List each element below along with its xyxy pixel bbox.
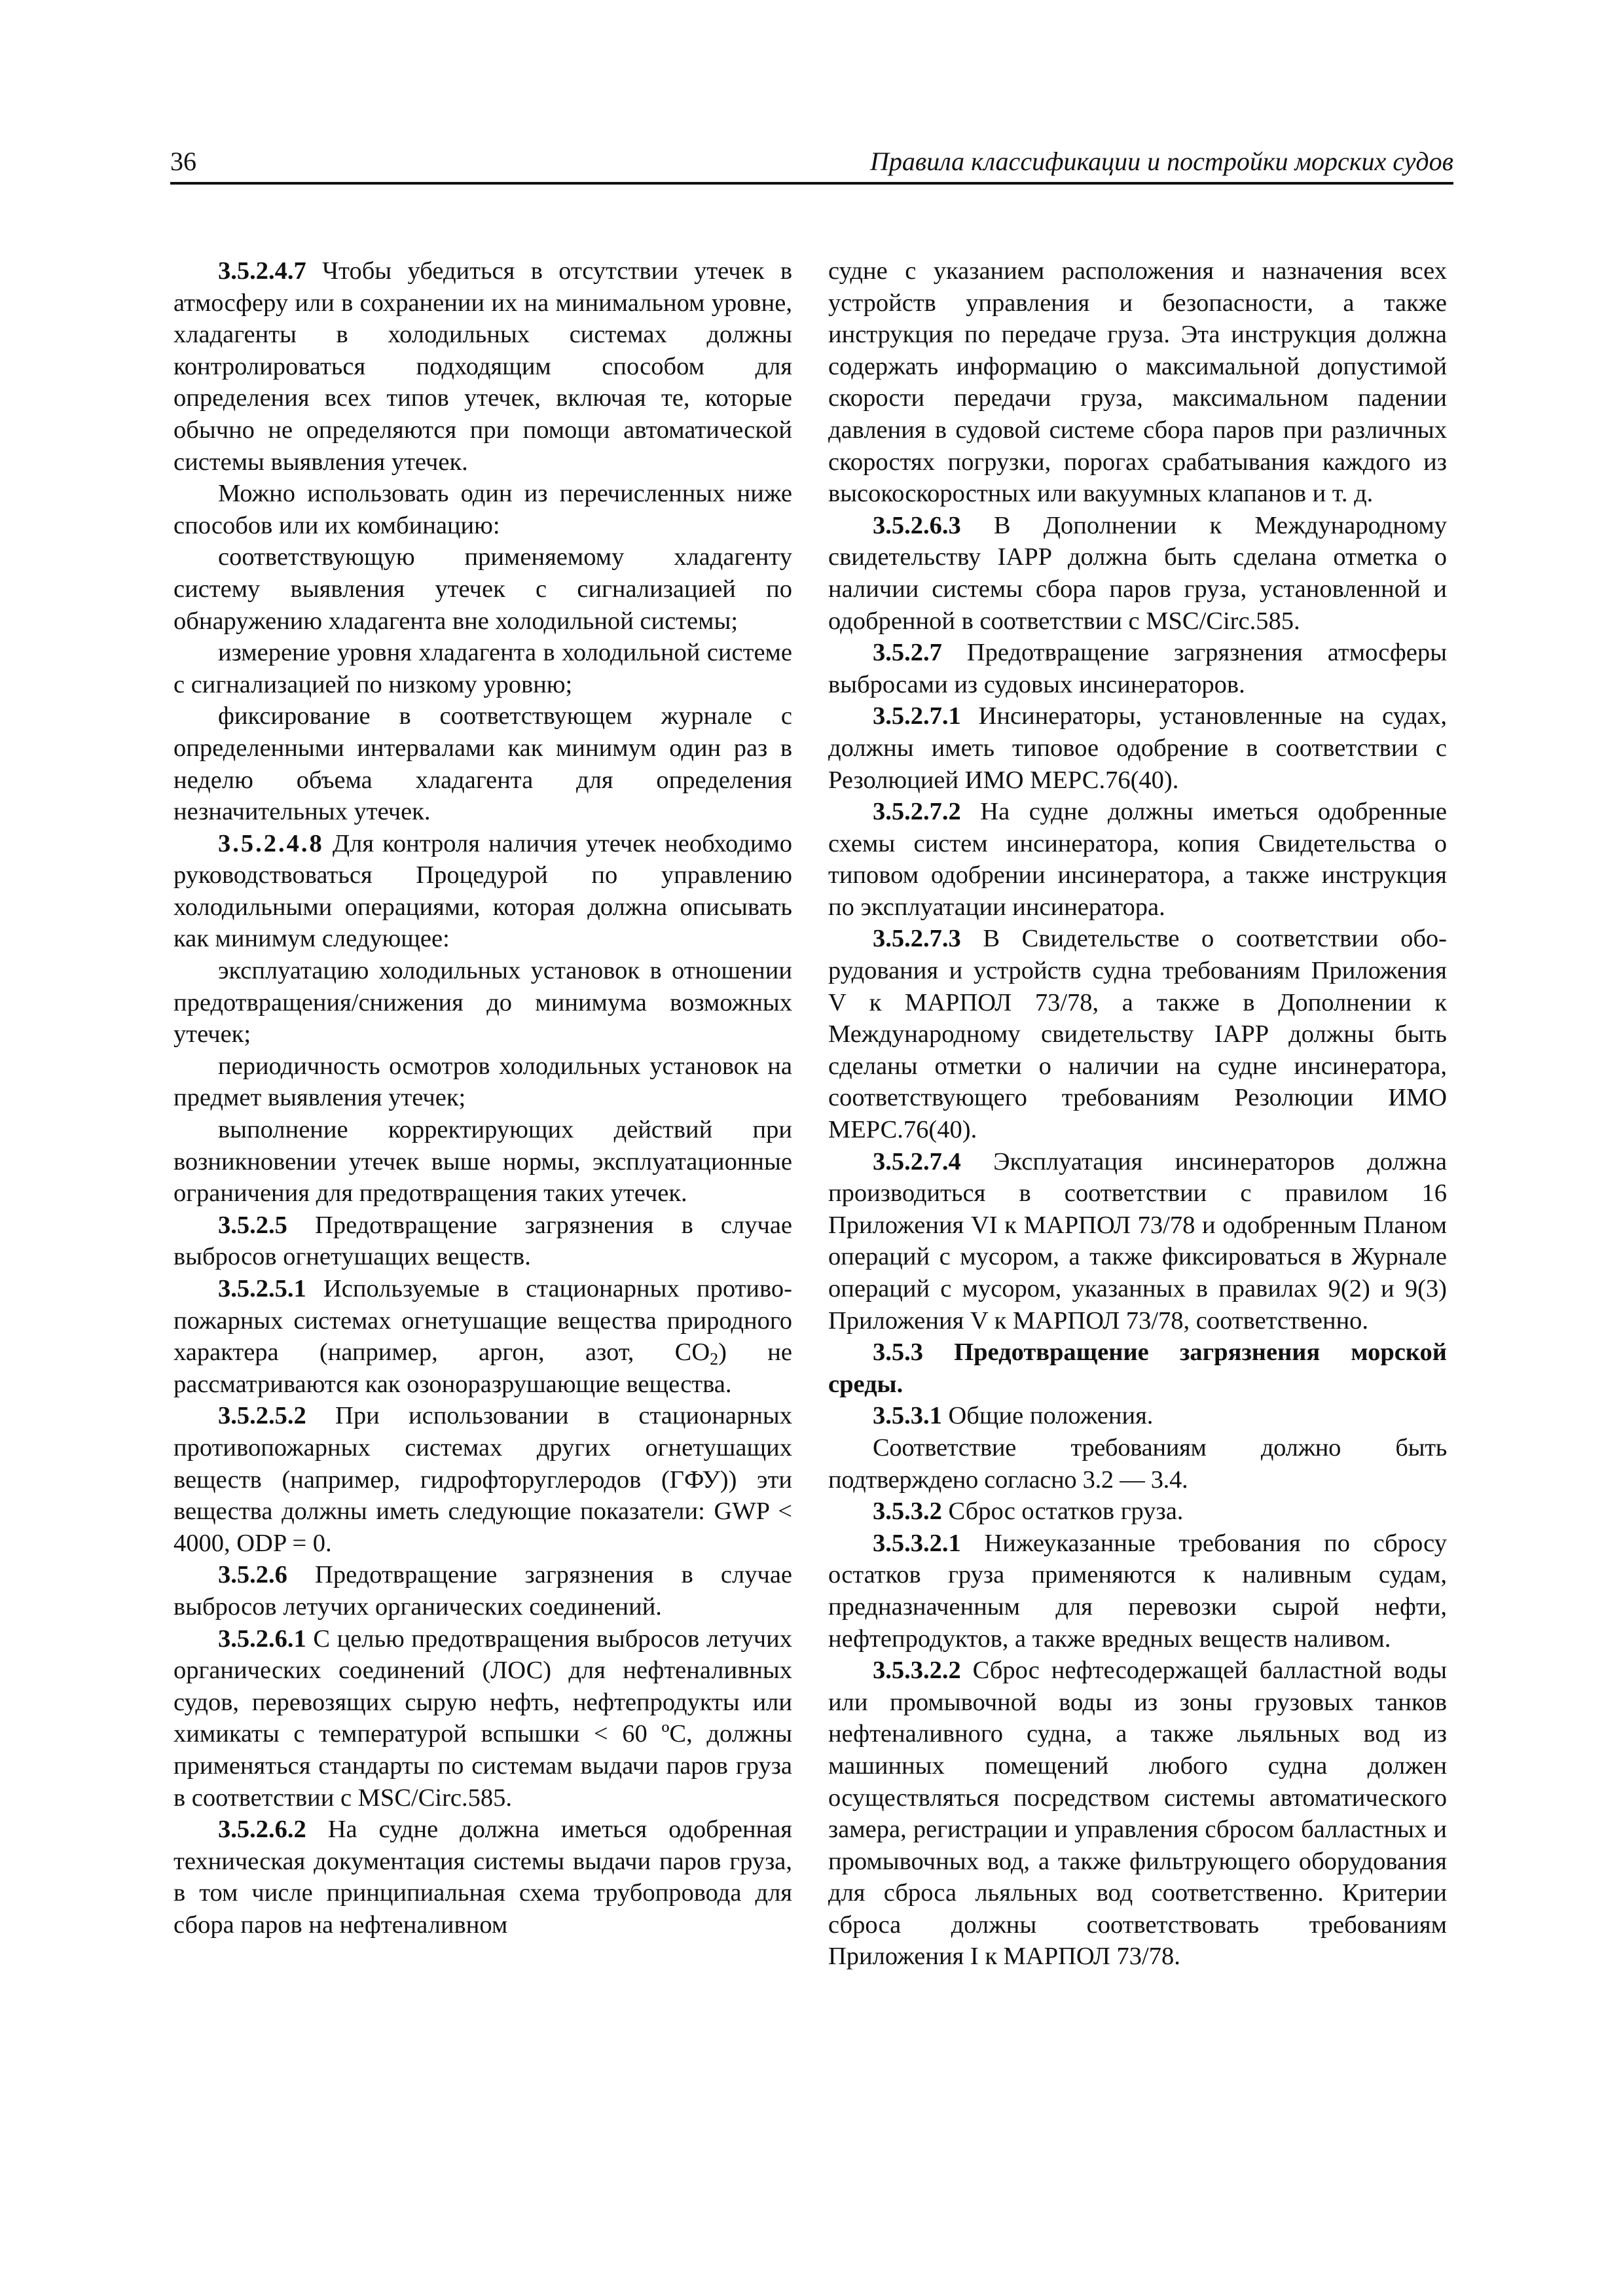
clause-number: 3.5.2.5	[218, 1211, 287, 1239]
paragraph-continuation: судне с указанием расположения и назначения всех устройств управления и безопасности, а также инструкция по передаче груза. Эта инструкция должна содержать информацию о максимальной допустимой скорости передачи груза, максимальном падении давления в судовой системе сбора паров при различных скоростях погрузки, порогах срабатывания каждого из высокоскоростных или вакуумных клапанов и т. д.	[828, 257, 1447, 508]
clause-number: 3.5.2.6	[218, 1561, 287, 1589]
paragraph-text: Инсинераторы, установленные на судах, должны иметь типовое одобрение в соответствии с Резолюцией ИМО МЕРС.76(40).	[828, 702, 1447, 794]
clause-number: 3.5.2.7.2	[873, 798, 961, 826]
clause-number: 3.5.2.7.4	[873, 1147, 961, 1175]
clause-number: 3.5.2.4.8	[218, 829, 324, 857]
paragraph-3-5-2-5	[173, 1210, 792, 1273]
paragraph-3-5-3-2-2	[828, 1655, 1447, 1973]
list-item-inspection-frequency: периодичность осмотров холодильных установок на предмет выявления утечек;	[173, 1052, 792, 1112]
list-item-journal-recording: фиксирование в соответствующем журнале с определенными интервалами как минимум один раз в неделю объема хладагента для определения незначительных утечек.	[173, 702, 792, 826]
paragraph-3-5-2-4-7	[173, 255, 792, 478]
clause-number: 3.5.2.7	[873, 639, 942, 667]
list-item-detection-system: соответствующую применяемому хладагенту систему выявления утечек с сигнализацией по обнаружению хладагента вне холодильной системы;	[173, 543, 792, 635]
paragraph-text: Общие положения.	[941, 1402, 1154, 1430]
clause-number: 3.5.2.5.2	[218, 1402, 306, 1430]
paragraph-text: Чтобы убедиться в отсутствии утечек в атмосферу или в сохранении их на минимальном уровне, хладагенты в холодильных системах должны контролироваться подходящим способом для определения всех типов утечек, включая те, которые обычно не определяются при помощи автоматической системы выявления утечек.	[173, 257, 792, 476]
page-header	[170, 143, 1453, 185]
list-item-corrective-actions: выполнение корректирующих действий при возникновении утечек выше нормы, эксплуатационные ограничения для предотвращения таких утечек.	[173, 1116, 792, 1208]
paragraph-text: С целью предотвращения выбросов летучих органических соединений (ЛОС) для нефтеналивных судов, перевозящих сырую нефть, нефтепродукты или химикаты с температурой вспышки < 60 ºС, должны применяться стандарты по системам выдачи паров груза в соответствии с MSC/Circ.585.	[173, 1624, 792, 1812]
paragraph-3-5-3-1	[828, 1400, 1447, 1432]
paragraph-3-5-2-6	[173, 1559, 792, 1623]
list-item-level-measurement: измерение уровня хладагента в холодильной системе с сигнализацией по низкому уровню;	[173, 639, 792, 698]
paragraph-text: Предотвращение загрязнения атмосферы выбросами из судовых инсинераторов.	[828, 639, 1447, 698]
right-column	[828, 255, 1447, 1973]
clause-number: 3.5.3.2	[873, 1498, 942, 1526]
paragraph-text: При использовании в стационарных противопожарных системах других огнетушащих веществ (например, гидрофторуглеродов (ГФУ)) эти вещества должны иметь следующие показатели: GWP < 4000, ODP = 0.	[173, 1402, 792, 1557]
paragraph-text: В Свидетельстве о соответствии оборудования и устройств судна требованиям Приложения V к МАРПОЛ 73/78, а также в Дополнении к Международному свидетельству IAPP должны быть сделаны отметки о наличии на судне инсинератора, соответствующего требованиям Резолюции ИМО МЕРС.76(40).	[828, 925, 1447, 1144]
section-heading-3-5-3: 3.5.3 Предотвращение загрязнения морской среды.	[828, 1338, 1447, 1398]
paragraph-3-5-2-7-4	[828, 1146, 1447, 1337]
paragraph-3-5-2-5-1	[173, 1273, 792, 1400]
paragraph-3-5-3-2-1	[828, 1528, 1447, 1655]
paragraph-3-5-2-6-3	[828, 510, 1447, 637]
paragraph-text: В Дополнении к Международному свидетельству IAPP должна быть сделана отметка о наличии системы сбора паров груза, установленной и одобренной в соответствии с MSC/Circ.585.	[828, 511, 1447, 635]
left-column	[173, 255, 792, 1941]
paragraph-3-5-2-4-8	[173, 828, 792, 955]
clause-number: 3.5.2.5.1	[218, 1275, 306, 1302]
paragraph-text: Предотвращение загрязнения в случае выбросов летучих органических соединений.	[173, 1561, 792, 1621]
paragraph-text: Сброс остатков груза.	[941, 1498, 1184, 1526]
paragraph-3-5-2-7-1	[828, 700, 1447, 796]
clause-number: 3.5.3.2.2	[873, 1657, 961, 1685]
paragraph-text: Используемые в стационарных противопожарных системах огнетушащие вещества природного характера (например, аргон, азот, CO	[173, 1275, 792, 1367]
paragraph-3-5-2-7	[828, 637, 1447, 700]
paragraph-text: Для контроля наличия утечек необходимо руководствоваться Процедурой по управлению холодильными операциями, которая должна описывать как минимум следующее:	[173, 829, 792, 953]
paragraph-text: На судне должны иметься одобренные схемы систем инсинератора, копия Свидетельства о типовом одобрении инсинератора, а также инструкция по эксплуатации инсинератора.	[828, 798, 1447, 921]
paragraph-compliance: Соответствие требованиям должно быть подтверждено согласно 3.2 — 3.4.	[828, 1433, 1447, 1494]
paragraph-text: На судне должна иметься одобренная техническая документация системы выдачи паров груза, в том числе принципиальная схема трубопровода для сбора паров на нефтеналивном	[173, 1816, 792, 1939]
paragraph-3-5-2-7-2	[828, 796, 1447, 923]
paragraph-3-5-2-7-3	[828, 923, 1447, 1145]
running-title: Правила классификации и постройки морских судов	[869, 147, 1453, 176]
clause-number: 3.5.2.6.3	[873, 511, 961, 539]
clause-number: 3.5.2.7.3	[873, 925, 961, 953]
paragraph-3-5-2-6-1	[173, 1623, 792, 1814]
paragraph-3-5-2-6-2	[173, 1814, 792, 1941]
paragraph-text: Предотвращение загрязнения в случае выбросов огнетушащих веществ.	[173, 1211, 792, 1271]
paragraph-text: ) не рассматриваются как озоноразрушающие вещества.	[173, 1338, 792, 1398]
paragraph-3-5-2-5-2	[173, 1400, 792, 1559]
list-item-operation: эксплуатацию холодильных установок в отношении предотвращения/снижения до минимума возможных утечек;	[173, 957, 792, 1049]
paragraph-text: Нижеуказанные требования по сбросу остатков груза применяются к наливным судам, предназначенным для перевозки сырой нефти, нефтепродуктов, а также вредных веществ наливом.	[828, 1529, 1447, 1653]
paragraph-methods-intro: Можно использовать один из перечисленных ниже способов или их комбинацию:	[173, 480, 792, 539]
clause-number: 3.5.2.6.2	[218, 1816, 306, 1844]
paragraph-3-5-3-2	[828, 1496, 1447, 1528]
page-number: 36	[170, 147, 196, 176]
clause-number: 3.5.2.6.1	[218, 1624, 306, 1653]
clause-number: 3.5.3.2.1	[873, 1529, 961, 1557]
clause-number: 3.5.2.4.7	[218, 257, 306, 285]
paragraph-text: Сброс нефтесодержащей балластной воды или промывочной воды из зоны грузовых танков нефтеналивного судна, а также льяльных вод из машинных помещений любого судна должен осуществляться посредством системы автоматического замера, регистрации и управления сбросом балластных и промывочных вод, а также фильтрующего оборудования для сброса льяльных вод соответственно. Критерии сброса должны соответствовать требованиям Приложения I к МАРПОЛ 73/78.	[828, 1657, 1447, 1971]
paragraph-text: Эксплуатация инсинераторов должна производиться в соответствии с правилом 16 Приложения VI к МАРПОЛ 73/78 и одобренным Планом операций с мусором, а также фиксироваться в Журнале операций с мусором, указанных в правилах 9(2) и 9(3) Приложения V к МАРПОЛ 73/78, соответственно.	[828, 1147, 1447, 1335]
clause-number: 3.5.2.7.1	[873, 702, 961, 730]
subscript-2: 2	[710, 1350, 719, 1369]
clause-number: 3.5.3.1	[873, 1402, 942, 1430]
